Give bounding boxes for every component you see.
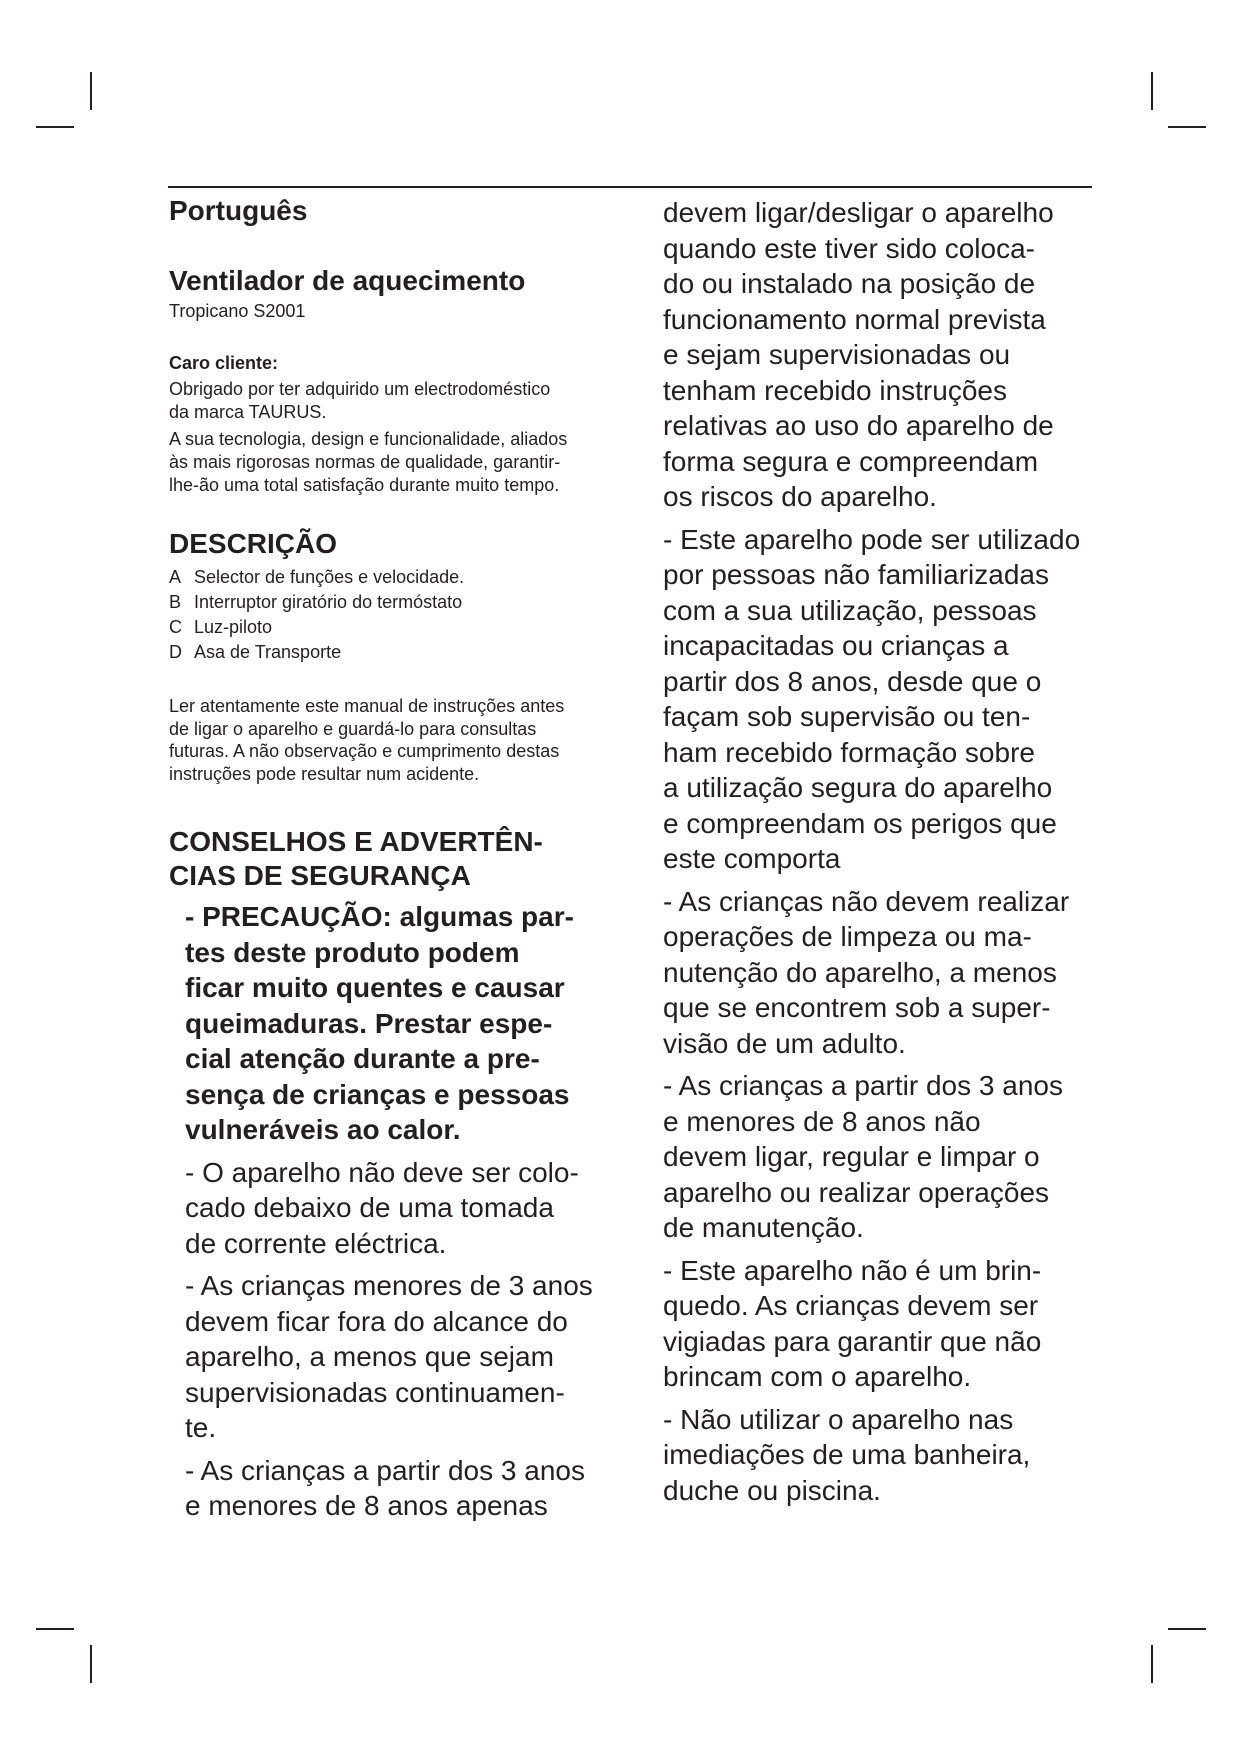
text-line: e menores de 8 anos não: [663, 1105, 981, 1137]
crop-mark-bottom-left-vertical: [90, 1645, 92, 1683]
description-heading: DESCRIÇÃO: [169, 528, 338, 559]
item-label: Asa de Transporte: [194, 642, 342, 662]
greeting-salutation: Caro cliente:: [169, 353, 279, 373]
text-line: e menores de 8 anos apenas: [185, 1490, 548, 1521]
text-line: - As crianças a partir dos 3 anos: [663, 1070, 1063, 1101]
description-item-d: [169, 640, 641, 665]
warning-cleaning: [663, 884, 1133, 1062]
warning-children-3-to-8: [185, 1453, 641, 1524]
crop-mark-bottom-left-horizontal: [36, 1628, 74, 1630]
description-item-a: [169, 565, 641, 590]
description-item-c: [169, 615, 641, 640]
text-line: nutenção do aparelho, a menos: [663, 956, 1057, 988]
text-line: cial atenção durante a pre-: [185, 1043, 540, 1074]
item-key: B: [169, 592, 182, 612]
item-key: D: [169, 642, 182, 662]
text-line: tenham recebido instruções: [663, 374, 1007, 406]
text-line: e sejam supervisionadas ou: [663, 339, 1011, 370]
text-line: devem ligar, regular e limpar o: [663, 1141, 1040, 1172]
text-line: CONSELHOS E ADVERTÊN-: [169, 826, 543, 857]
text-line: sença de crianças e pessoas: [185, 1078, 570, 1110]
warning-not-a-toy: [663, 1253, 1133, 1395]
text-line: - As crianças a partir dos 3 anos: [185, 1454, 585, 1486]
warning-socket: [185, 1155, 641, 1262]
warning-precaution: [185, 899, 641, 1148]
warning-children-operation: [663, 1068, 1133, 1246]
text-line: da marca TAURUS.: [169, 402, 327, 422]
crop-mark-top-right-vertical: [1151, 72, 1153, 110]
text-line: te.: [185, 1412, 217, 1443]
item-label: Luz-piloto: [194, 617, 273, 637]
text-line: vulneráveis ao calor.: [185, 1114, 461, 1145]
text-line: supervisionadas continuamen-: [185, 1376, 565, 1408]
text-line: que se encontrem sob a super-: [663, 992, 1051, 1023]
text-line: ficar muito quentes e causar: [185, 972, 565, 1003]
text-line: às mais rigorosas normas de qualidade, garantir-: [169, 452, 561, 472]
text-line: devem ficar fora do alcance do: [185, 1305, 568, 1337]
text-line: - As crianças menores de 3 anos: [185, 1270, 593, 1301]
text-line: - PRECAUÇÃO: algumas par-: [185, 901, 574, 932]
text-line: do ou instalado na posição de: [663, 268, 1036, 299]
text-line: brincam com o aparelho.: [663, 1361, 972, 1392]
text-line: façam sob supervisão ou ten-: [663, 701, 1031, 732]
text-line: Obrigado por ter adquirido um electrodoméstico: [169, 379, 551, 399]
text-line: de manutenção.: [663, 1212, 864, 1243]
text-line: de ligar o aparelho e guardá-lo para consultas: [169, 718, 537, 739]
text-line: - O aparelho não deve ser colo-: [185, 1156, 579, 1188]
text-line: queimaduras. Prestar espe-: [185, 1007, 553, 1039]
text-line: - Este aparelho não é um brin-: [663, 1254, 1042, 1286]
product-title: Ventilador de aquecimento: [169, 265, 526, 296]
text-line: quedo. As crianças devem ser: [663, 1290, 1039, 1321]
text-line: operações de limpeza ou ma-: [663, 921, 1032, 952]
text-line: tes deste produto podem: [185, 936, 520, 968]
item-key: A: [169, 567, 182, 587]
crop-mark-top-left-horizontal: [36, 126, 74, 128]
text-line: instruções pode resultar num acidente.: [169, 763, 480, 784]
warning-continuation: [663, 195, 1133, 515]
description-item-b: [169, 590, 641, 615]
warning-children-under-3: [185, 1268, 641, 1446]
text-line: funcionamento normal prevista: [663, 303, 1046, 335]
text-line: cado debaixo de uma tomada: [185, 1192, 554, 1223]
crop-mark-top-left-vertical: [90, 72, 92, 110]
text-line: ham recebido formação sobre: [663, 736, 1035, 768]
read-notice: [169, 695, 641, 785]
text-line: partir dos 8 anos, desde que o: [663, 665, 1042, 697]
description-list: [169, 565, 641, 665]
text-line: forma segura e compreendam: [663, 445, 1039, 477]
header-rule: [168, 186, 1092, 188]
crop-mark-top-right-horizontal: [1168, 126, 1206, 128]
text-line: vigiadas para garantir que não: [663, 1325, 1042, 1357]
safety-heading: [169, 825, 641, 893]
text-line: - Não utilizar o aparelho nas: [663, 1403, 1014, 1435]
text-line: devem ligar/desligar o aparelho: [663, 197, 1054, 228]
text-line: duche ou piscina.: [663, 1474, 881, 1506]
warning-water: [663, 1402, 1133, 1509]
crop-mark-bottom-right-horizontal: [1168, 1628, 1206, 1630]
greeting-paragraph-2: [169, 428, 641, 497]
item-key: C: [169, 617, 182, 637]
text-line: a utilização segura do aparelho: [663, 772, 1053, 803]
text-line: aparelho ou realizar operações: [663, 1176, 1050, 1208]
text-line: A sua tecnologia, design e funcionalidade, aliados: [169, 429, 568, 449]
text-line: relativas ao uso do aparelho de: [663, 410, 1054, 441]
text-line: Ler atentamente este manual de instruções antes: [169, 696, 565, 716]
item-label: Selector de funções e velocidade.: [194, 567, 465, 587]
text-line: por pessoas não familiarizadas: [663, 559, 1049, 590]
greeting-paragraph-1: [169, 378, 641, 424]
text-line: aparelho, a menos que sejam: [185, 1341, 554, 1372]
text-line: com a sua utilização, pessoas: [663, 594, 1037, 626]
product-model: Tropicano S2001: [169, 301, 306, 321]
text-line: os riscos do aparelho.: [663, 481, 937, 512]
text-line: visão de um adulto.: [663, 1027, 906, 1059]
warning-unfamiliar-persons: [663, 522, 1133, 877]
item-label: Interruptor giratório do termóstato: [194, 592, 463, 612]
text-line: quando este tiver sido coloca-: [663, 232, 1035, 264]
text-line: este comporta: [663, 843, 841, 874]
text-line: futuras. A não observação e cumprimento destas: [169, 741, 560, 761]
left-column: [169, 195, 641, 1531]
language-heading: Português: [169, 195, 308, 226]
text-line: lhe-ão uma total satisfação durante muito tempo.: [169, 475, 560, 495]
text-line: CIAS DE SEGURANÇA: [169, 860, 471, 891]
crop-mark-bottom-right-vertical: [1151, 1645, 1153, 1683]
text-line: - Este aparelho pode ser utilizado: [663, 523, 1081, 555]
text-line: de corrente eléctrica.: [185, 1227, 447, 1259]
text-line: imediações de uma banheira,: [663, 1439, 1031, 1470]
right-column: [663, 195, 1133, 1515]
text-line: incapacitadas ou crianças a: [663, 630, 1009, 661]
text-line: - As crianças não devem realizar: [663, 885, 1070, 917]
text-line: e compreendam os perigos que: [663, 807, 1057, 839]
